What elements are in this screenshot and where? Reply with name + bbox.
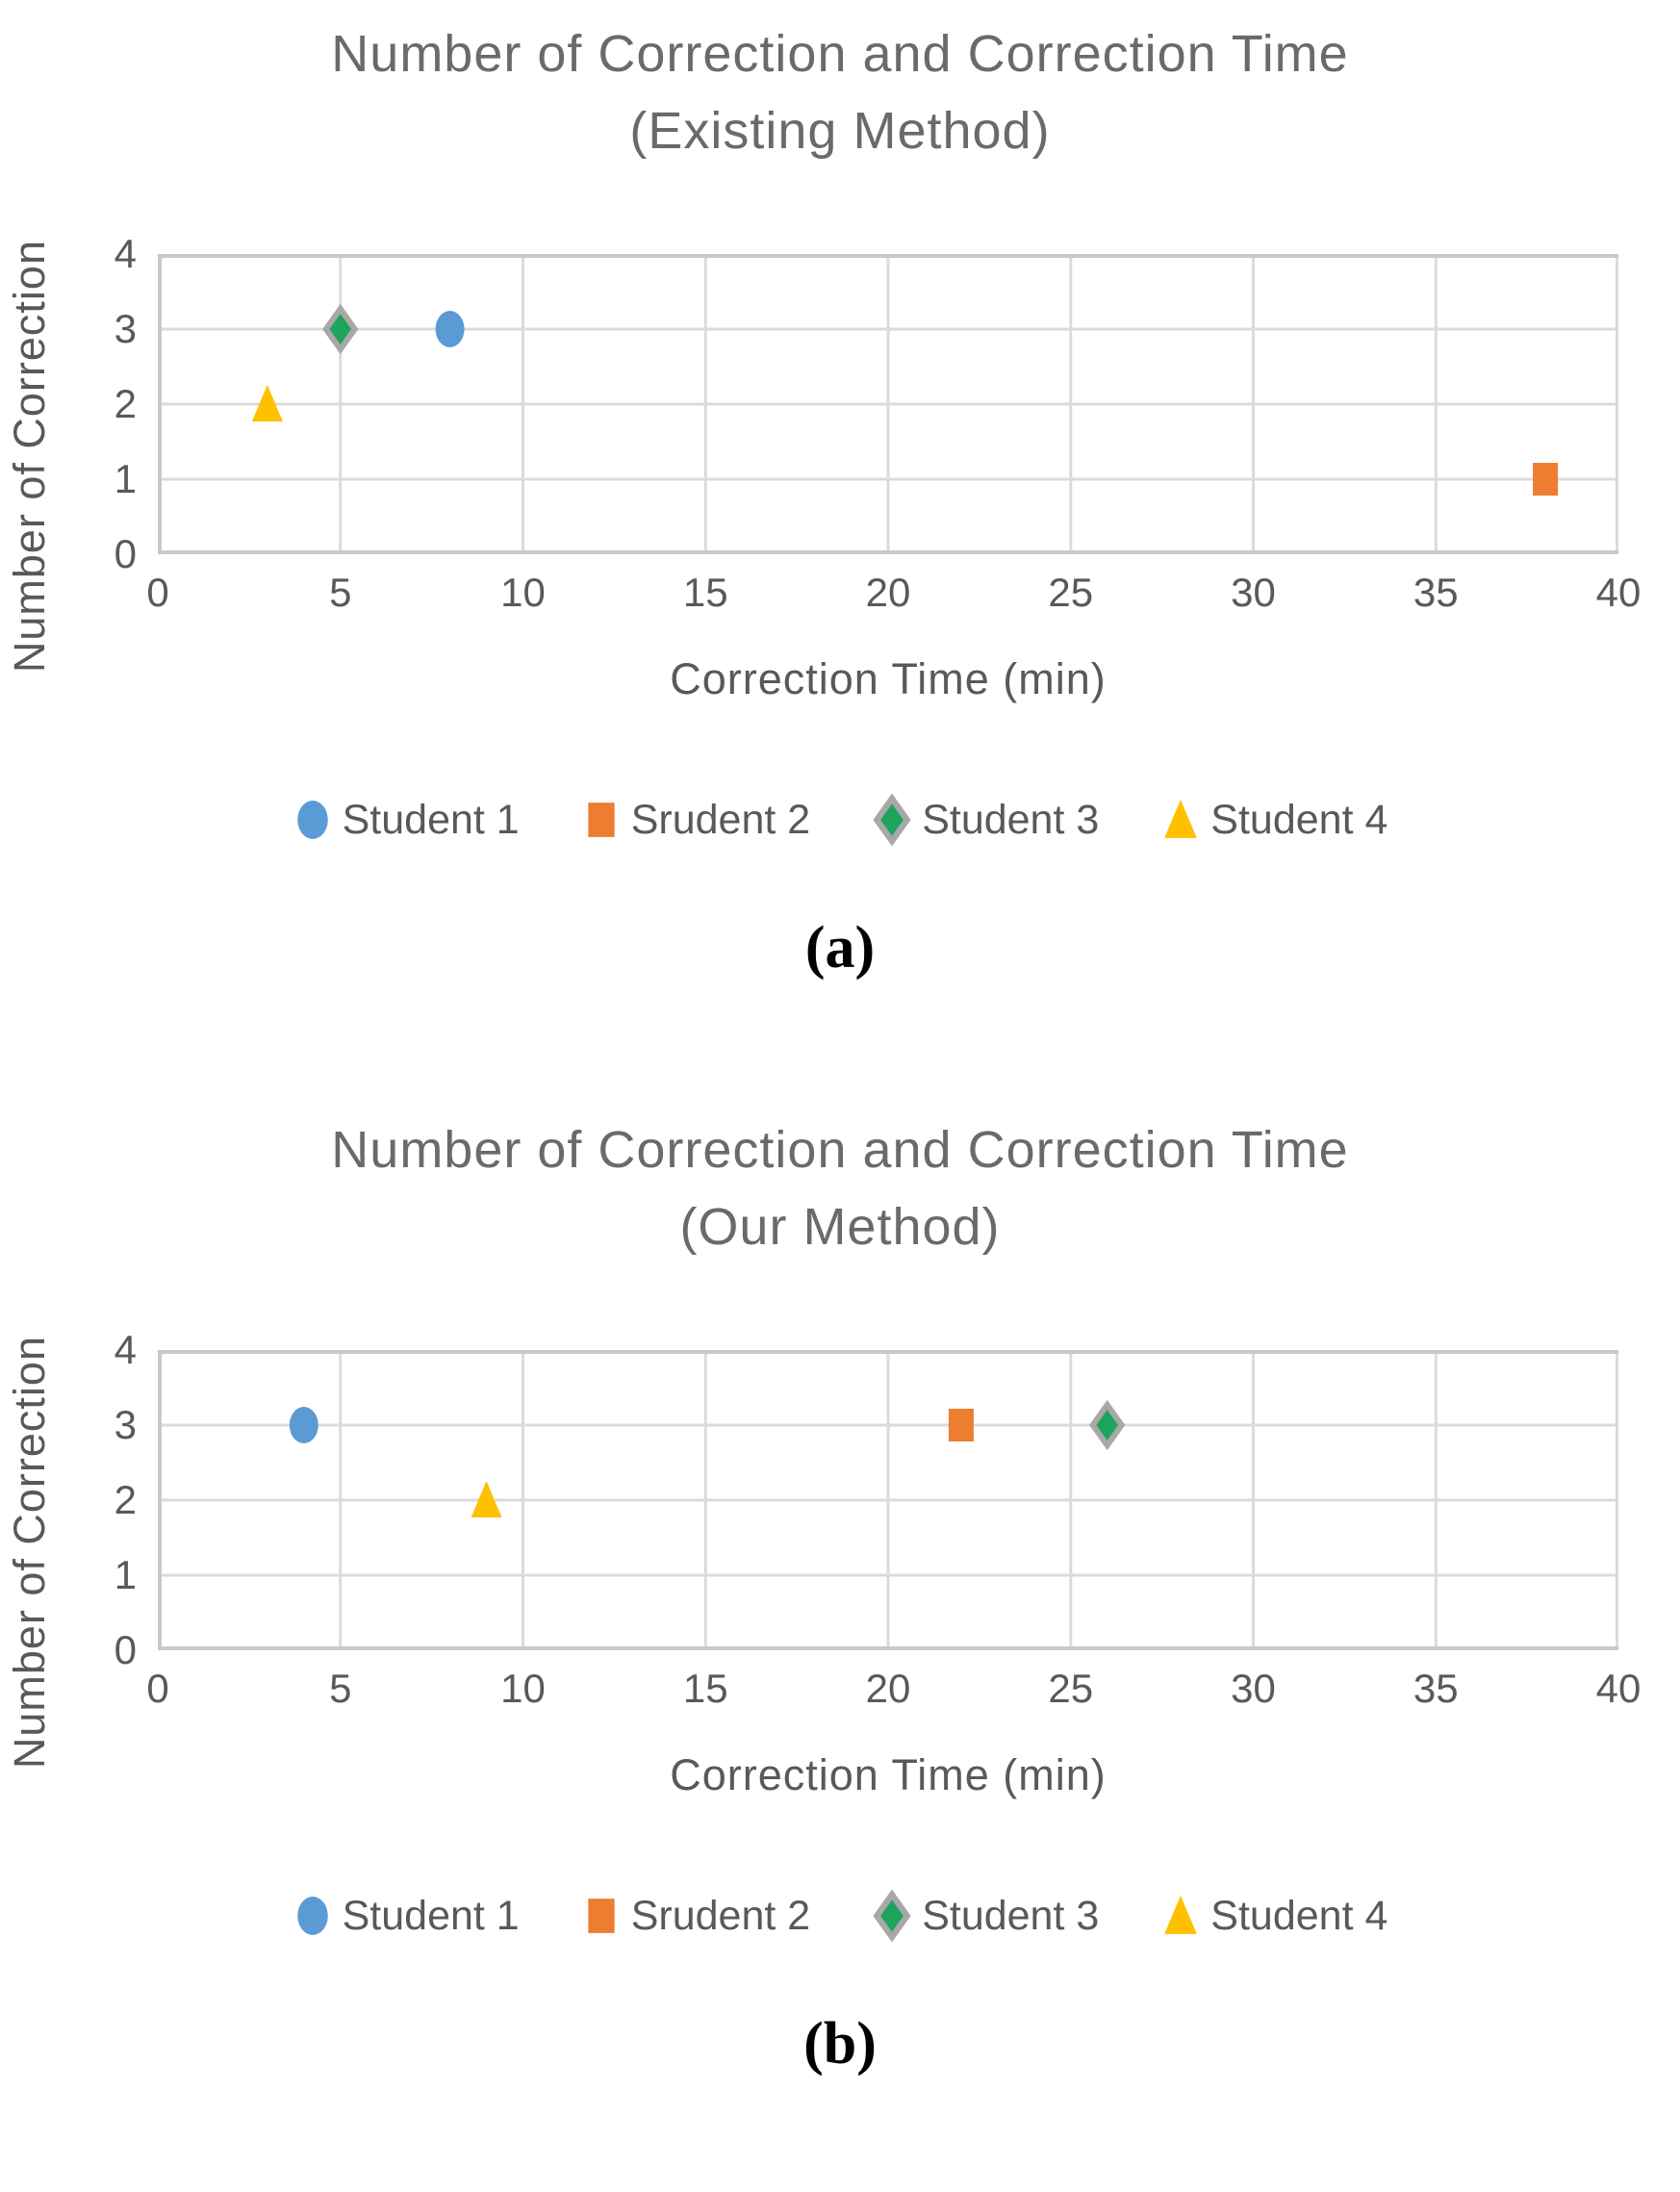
legend-item-student-3 (872, 1889, 1099, 1943)
legend-item-student-3 (872, 793, 1099, 847)
legend-label: Student 4 (1210, 1892, 1388, 1939)
chart-b-plot-canvas (158, 1350, 1618, 1650)
chart-b-legend (0, 1889, 1680, 1943)
chart-b-y-axis-title: Number of Correction (5, 1335, 54, 1770)
x-tick-label: 40 (1595, 570, 1642, 615)
figure-label-b: (b) (803, 2011, 877, 2077)
chart-a-title-line2: (Existing Method) (629, 102, 1051, 160)
y-tick-label: 1 (114, 1552, 137, 1597)
chart-b-body (0, 1327, 1680, 1770)
chart-a-title-line1: Number of Correction and Correction Time (331, 25, 1349, 83)
legend-item-srudent-2 (581, 793, 810, 847)
chart-a-title (0, 15, 1680, 169)
x-tick-label: 0 (146, 570, 169, 615)
data-point-srudent-2 (949, 1409, 974, 1441)
chart-a-plot (146, 254, 1642, 615)
legend-label: Srudent 2 (630, 796, 811, 843)
chart-b-y-axis (0, 1335, 60, 1770)
legend-label: Srudent 2 (630, 1892, 811, 1939)
chart-a-y-tick-labels (60, 231, 158, 576)
legend-item-student-4 (1160, 793, 1387, 847)
y-tick-label: 2 (114, 1477, 137, 1522)
chart-a-x-tick-labels (146, 568, 1642, 622)
legend-marker-diamond-icon (872, 1889, 912, 1943)
legend-marker-triangle-icon (1160, 793, 1201, 847)
x-tick-label: 30 (1231, 1666, 1276, 1711)
legend-item-student-1 (293, 1889, 520, 1943)
x-tick-label: 15 (682, 1666, 728, 1711)
x-tick-label: 0 (146, 1666, 169, 1711)
y-tick-label: 3 (114, 306, 137, 351)
y-tick-label: 4 (114, 1327, 137, 1372)
legend-label: Student 1 (342, 796, 520, 843)
data-point-student-3 (326, 309, 355, 349)
chart-a-legend (0, 793, 1680, 847)
data-point-student-1 (436, 311, 465, 347)
legend-item-srudent-2 (581, 1889, 810, 1943)
x-tick-label: 20 (865, 1666, 911, 1711)
y-tick-label: 3 (114, 1402, 137, 1447)
x-tick-label: 40 (1595, 1666, 1642, 1711)
x-tick-label: 35 (1413, 570, 1459, 615)
y-tick-label: 1 (114, 456, 137, 501)
x-tick-label: 30 (1231, 570, 1276, 615)
y-tick-label: 0 (114, 531, 137, 576)
legend-label: Student 3 (922, 796, 1100, 843)
chart-b-x-tick-labels (146, 1664, 1642, 1718)
legend-label: Student 3 (922, 1892, 1100, 1939)
y-tick-label: 2 (114, 381, 137, 426)
legend-label: Student 4 (1210, 796, 1388, 843)
legend-marker-circle-icon (293, 793, 333, 847)
legend-marker-diamond-icon (872, 793, 912, 847)
x-tick-label: 5 (329, 570, 352, 615)
y-tick-label: 4 (114, 231, 137, 276)
data-point-student-3 (1093, 1405, 1122, 1445)
legend-item-student-1 (293, 793, 520, 847)
legend-item-student-4 (1160, 1889, 1387, 1943)
legend-marker-circle-icon (293, 1889, 333, 1943)
legend-marker-triangle-icon (1160, 1889, 1201, 1943)
chart-b-title-line2: (Our Method) (679, 1198, 1001, 1256)
chart-b-y-tick-labels (60, 1327, 158, 1672)
x-tick-label: 5 (329, 1666, 352, 1711)
chart-b-title-line1: Number of Correction and Correction Time (331, 1121, 1349, 1179)
chart-a-x-axis-title: Correction Time (min) (670, 654, 1107, 703)
data-point-student-1 (290, 1407, 318, 1443)
chart-b-plot (146, 1350, 1642, 1711)
chart-b-panel (0, 1096, 1680, 2192)
x-tick-label: 15 (682, 570, 728, 615)
legend-marker-square-icon (581, 793, 622, 847)
chart-b-x-axis-title: Correction Time (min) (670, 1750, 1107, 1799)
chart-a-plot-canvas (158, 254, 1618, 554)
data-point-srudent-2 (1533, 463, 1558, 496)
chart-a-y-axis (0, 239, 60, 674)
legend-label: Student 1 (342, 1892, 520, 1939)
chart-a-body (0, 231, 1680, 674)
legend-marker-square-icon (581, 1889, 622, 1943)
chart-a-y-axis-title: Number of Correction (5, 239, 54, 674)
figure-label-a: (a) (804, 915, 876, 981)
x-tick-label: 35 (1413, 1666, 1459, 1711)
chart-b-title (0, 1111, 1680, 1265)
x-tick-label: 10 (500, 570, 546, 615)
y-tick-label: 0 (114, 1627, 137, 1672)
x-tick-label: 10 (500, 1666, 546, 1711)
x-tick-label: 20 (865, 570, 911, 615)
x-tick-label: 25 (1048, 570, 1094, 615)
x-tick-label: 25 (1048, 1666, 1094, 1711)
